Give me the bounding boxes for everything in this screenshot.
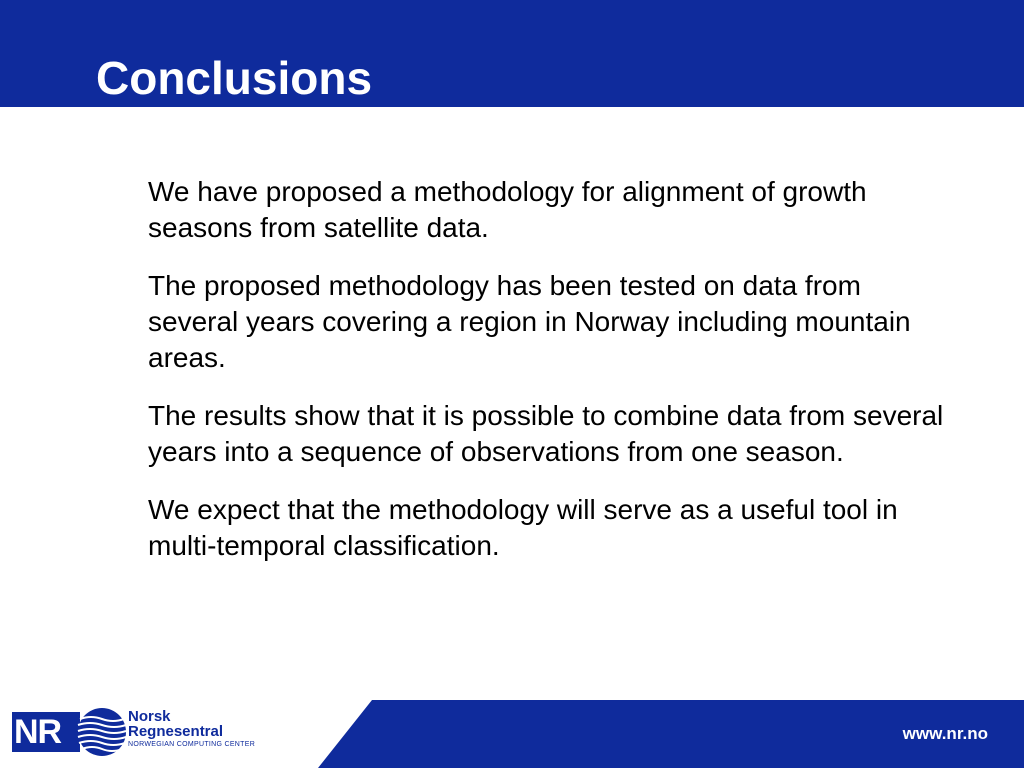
conclusion-paragraph-1: We have proposed a methodology for alignment of growth seasons from satellite data.	[148, 176, 867, 243]
logo-initials: NR	[14, 713, 62, 751]
conclusion-paragraph-2: The proposed methodology has been tested on data from several years covering a region in Norway including mountain areas.	[148, 270, 911, 373]
website-url[interactable]: www.nr.no	[902, 724, 988, 743]
logo-subtitle: NORWEGIAN COMPUTING CENTER	[128, 741, 256, 748]
slide-title: Conclusions	[96, 52, 373, 104]
logo-wordmark	[128, 709, 255, 750]
logo-name-line1: Norsk	[128, 708, 171, 725]
conclusion-paragraph-4: We expect that the methodology will serve as a useful tool in multi-temporal classification.	[148, 494, 898, 561]
conclusion-paragraph-3: The results show that it is possible to combine data from several years into a sequence of observations from one season.	[148, 400, 944, 467]
slide-body	[148, 174, 948, 586]
logo-name-line2: Regnesentral	[128, 723, 224, 740]
